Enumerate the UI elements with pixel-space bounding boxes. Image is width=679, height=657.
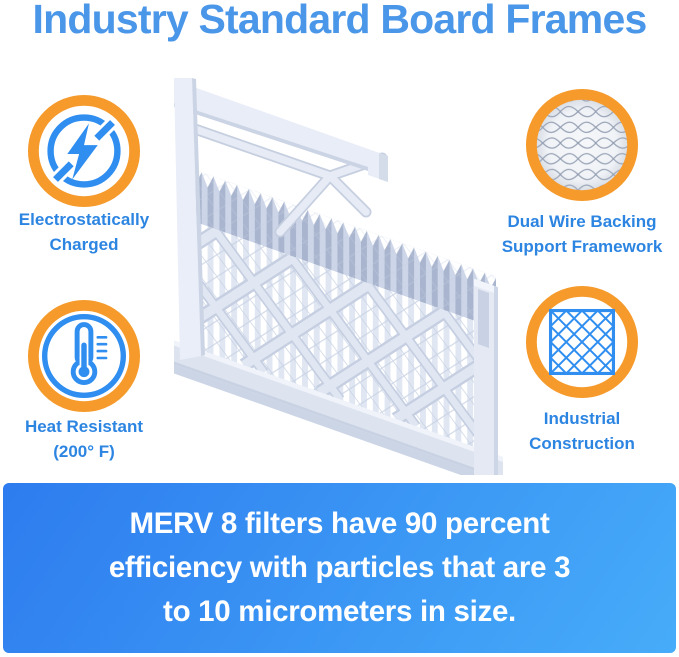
page-title: Industry Standard Board Frames bbox=[32, 0, 647, 42]
filter-pleats-and-frame bbox=[158, 133, 503, 475]
thermometer-icon bbox=[27, 299, 141, 413]
diamond-lattice-icon bbox=[525, 285, 639, 399]
banner-line: efficiency with particles that are 3 bbox=[108, 551, 571, 584]
feature-label-line: Industrial bbox=[543, 409, 621, 428]
wire-mesh-icon bbox=[525, 88, 639, 202]
feature-label-line: Electrostatically bbox=[18, 210, 150, 229]
feature-label-line: (200° F) bbox=[53, 442, 115, 461]
feature-label-line: Heat Resistant bbox=[24, 417, 144, 436]
feature-label-line: Construction bbox=[529, 434, 635, 453]
merv-info-banner bbox=[3, 483, 676, 653]
banner-line: to 10 micrometers in size. bbox=[163, 595, 516, 628]
feature-icon-badge-heat bbox=[27, 299, 141, 413]
feature-icon-badge-wire bbox=[525, 88, 639, 202]
feature-icon-badge-electrostatic bbox=[27, 94, 141, 208]
lightning-bolt-icon bbox=[27, 94, 141, 208]
air-filter-product-image bbox=[158, 70, 503, 475]
feature-label-wire bbox=[477, 209, 679, 259]
feature-label-line: Dual Wire Backing bbox=[507, 212, 657, 231]
banner-line: MERV 8 filters have 90 percent bbox=[129, 507, 550, 540]
feature-label-line: Charged bbox=[49, 235, 119, 254]
feature-icon-badge-industrial bbox=[525, 285, 639, 399]
feature-label-industrial bbox=[477, 406, 679, 456]
feature-label-line: Support Framework bbox=[501, 237, 663, 256]
